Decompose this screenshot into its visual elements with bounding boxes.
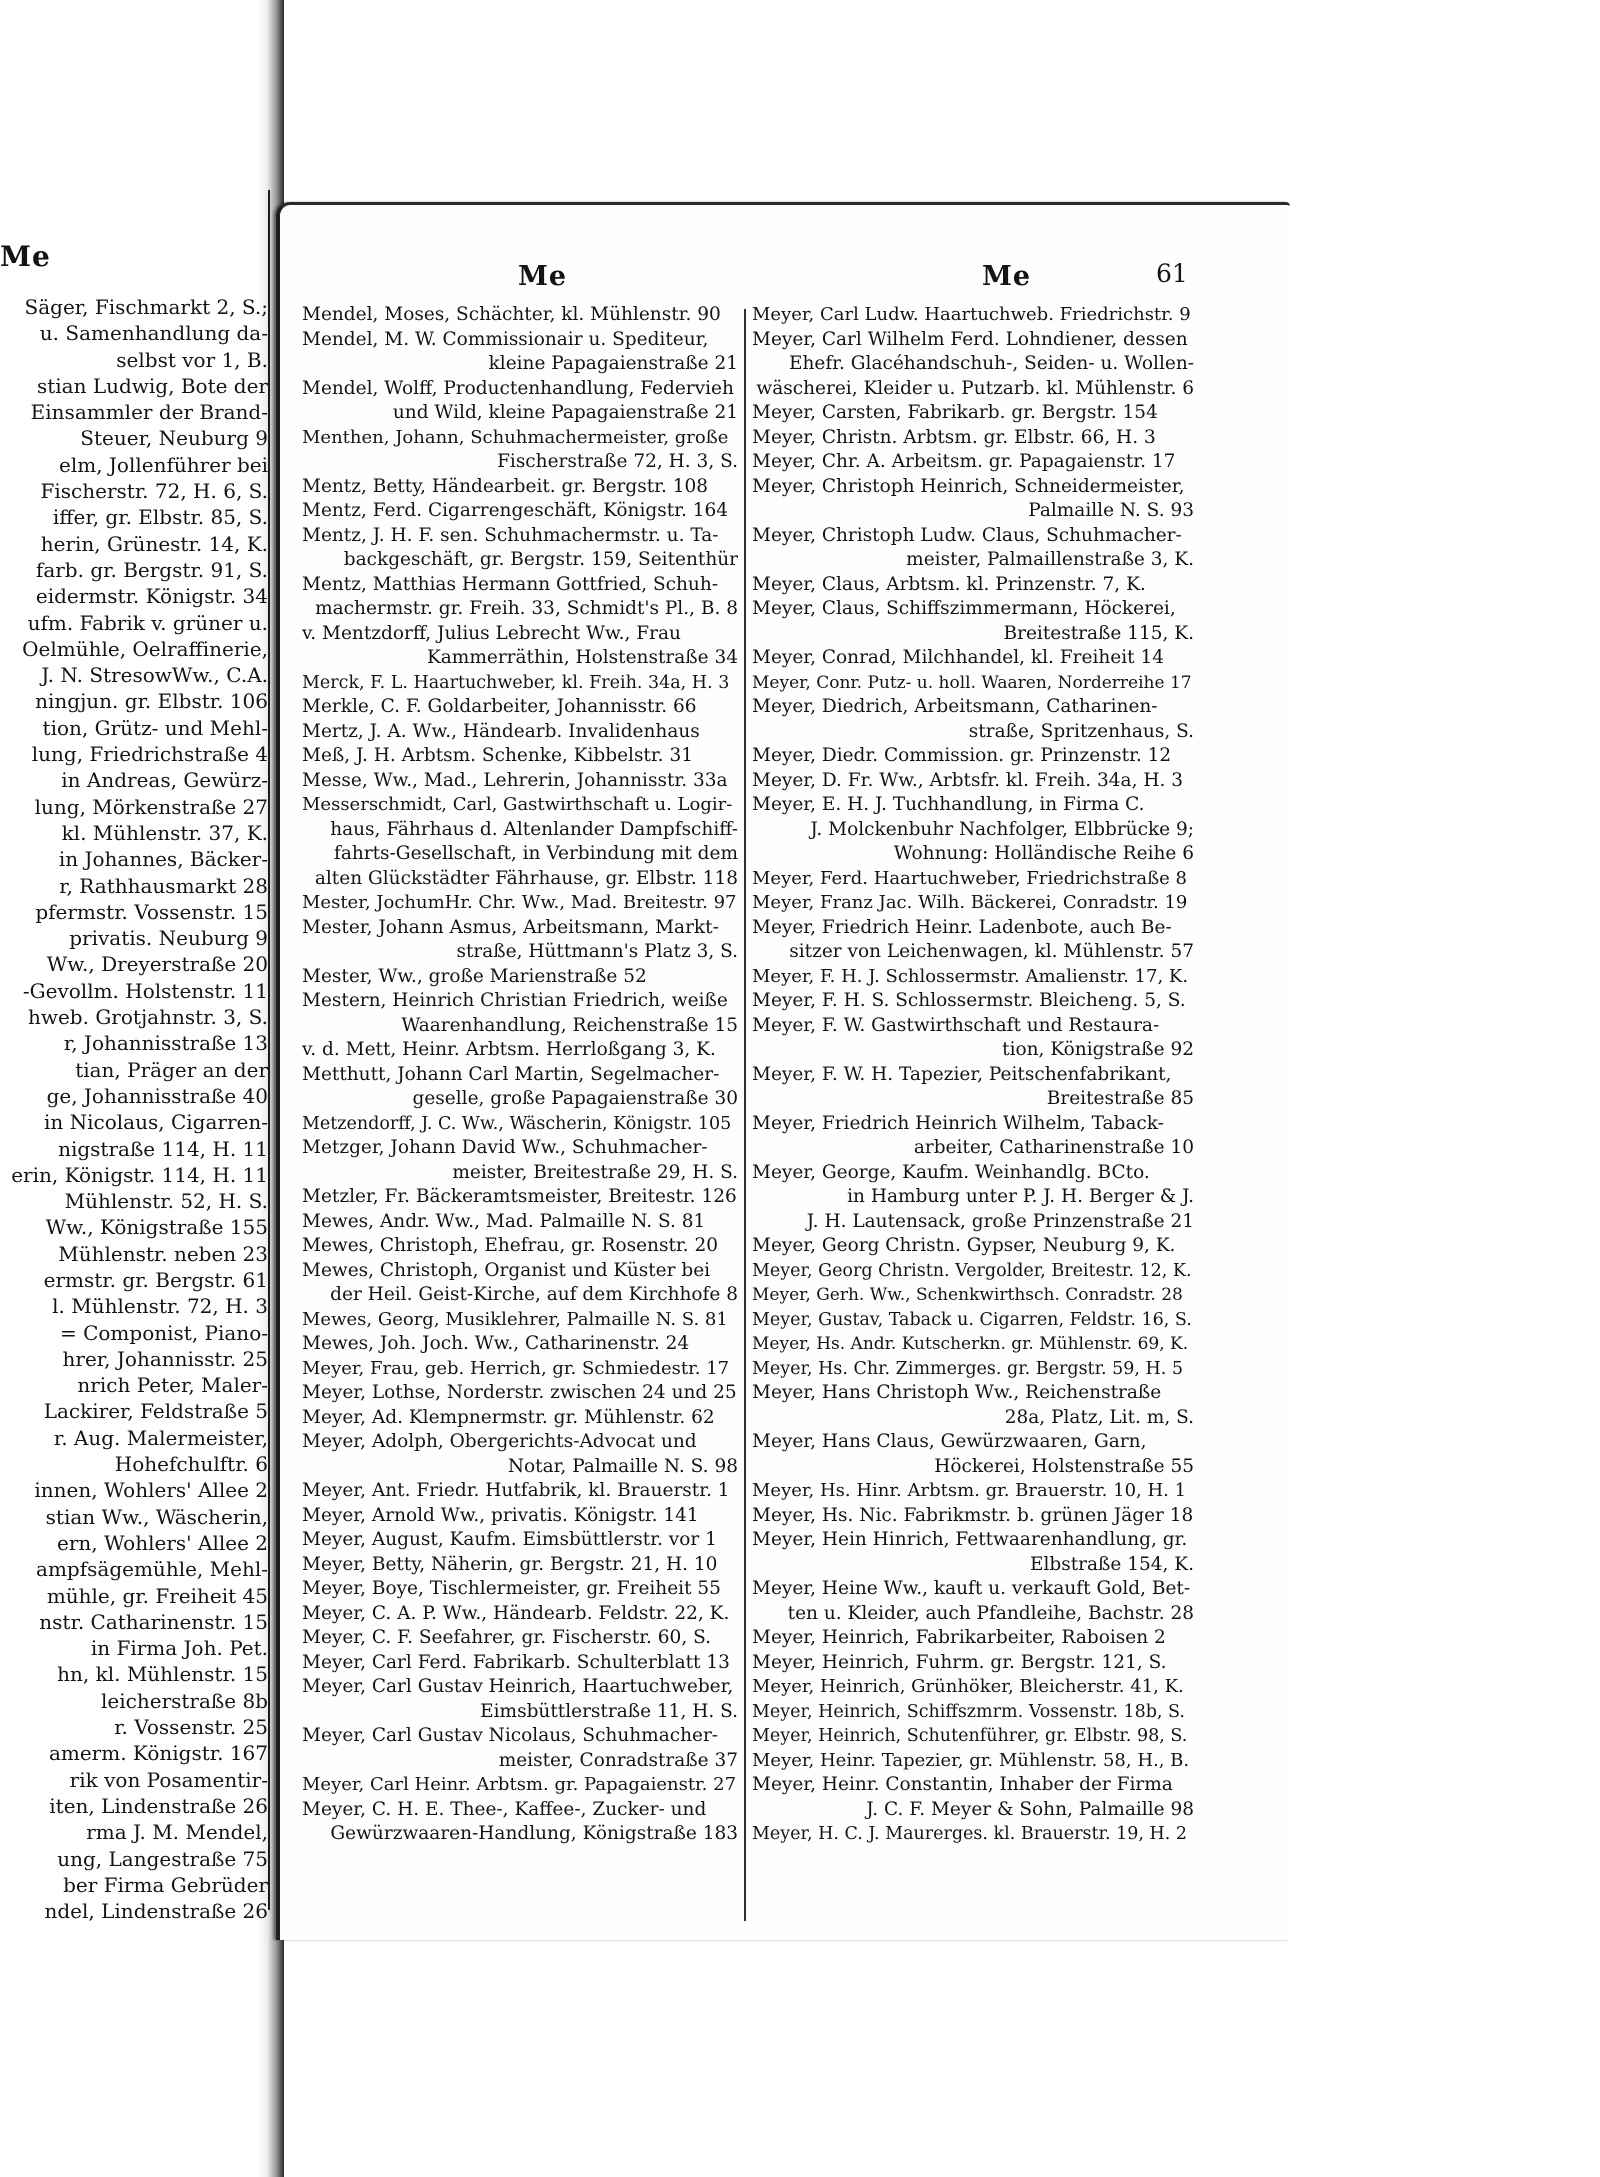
- facing-page-line: elm, Jollenführer bei: [59, 452, 268, 477]
- directory-entry-line: Meyer, E. H. J. Tuchhandlung, in Firma C.: [752, 794, 1145, 815]
- directory-entry-line: machermstr. gr. Freih. 33, Schmidt's Pl., B. 8: [315, 598, 738, 619]
- directory-entry-line: Merck, F. L. Haartuchweber, kl. Freih. 34a, H. 3: [302, 672, 730, 693]
- directory-entry-line: Mewes, Andr. Ww., Mad. Palmaille N. S. 81: [302, 1210, 706, 1232]
- facing-page-line: hrer, Johannisstr. 25: [62, 1346, 268, 1371]
- facing-page-line: -Gevollm. Holstenstr. 11: [22, 978, 268, 1003]
- directory-entry-line: Mewes, Christoph, Ehefrau, gr. Rosenstr. 20: [302, 1235, 718, 1256]
- facing-page-line: farb. gr. Bergstr. 91, S.: [35, 557, 268, 582]
- directory-entry-line: Merkle, C. F. Goldarbeiter, Johannisstr. 66: [302, 696, 697, 717]
- facing-page-line: amerm. Königstr. 167: [48, 1741, 268, 1766]
- facing-page-left: [0, 190, 270, 1924]
- directory-entry-line: Meyer, Hs. Andr. Kutscherkn. gr. Mühlenstr. 69, K.: [752, 1334, 1189, 1354]
- directory-entry-line: Meyer, Carl Ferd. Fabrikarb. Schulterblatt 13: [302, 1651, 730, 1673]
- facing-page-line: u. Samenhandlung da-: [39, 321, 268, 346]
- facing-page-line: Steuer, Neuburg 9: [80, 426, 268, 451]
- directory-entry-line: Meyer, Heinr. Tapezier, gr. Mühlenstr. 58, H., B.: [752, 1749, 1190, 1771]
- facing-page-line: l. Mühlenstr. 72, H. 3: [52, 1294, 268, 1319]
- directory-entry-line: Fischerstraße 72, H. 3, S.: [497, 451, 738, 472]
- directory-entry-line: in Hamburg unter P. J. H. Berger & J.: [847, 1186, 1194, 1207]
- directory-entry-line: Meyer, H. C. J. Maurerges. kl. Brauerstr. 19, H. 2: [752, 1824, 1187, 1844]
- directory-entry-line: Meyer, Hs. Nic. Fabrikmstr. b. grünen Jäger 18: [752, 1504, 1194, 1526]
- directory-entry-line: Meyer, Heinrich, Fuhrm. gr. Bergstr. 121, S.: [752, 1651, 1167, 1673]
- directory-entry-line: Meyer, Conrad, Milchhandel, kl. Freiheit 14: [752, 647, 1164, 668]
- directory-entry-line: v. d. Mett, Heinr. Arbtsm. Herrloßgang 3, K.: [302, 1039, 716, 1060]
- column-header-right: Me: [982, 261, 1032, 292]
- directory-entry-line: Mentz, Matthias Hermann Gottfried, Schuh-: [302, 573, 719, 595]
- directory-entry-line: Mertz, J. A. Ww., Händearb. Invalidenhaus: [302, 720, 700, 742]
- directory-entry-line: J. C. F. Meyer & Sohn, Palmaille 98: [866, 1798, 1194, 1820]
- facing-page-line: in Andreas, Gewürz-: [61, 768, 268, 793]
- directory-entry-line: Mentz, J. H. F. sen. Schuhmachermstr. u. Ta-: [302, 524, 719, 546]
- facing-page-lines: [0, 294, 268, 1924]
- facing-page-line: ermstr. gr. Bergstr. 61: [43, 1267, 268, 1292]
- directory-entry-line: arbeiter, Catharinenstraße 10: [913, 1137, 1194, 1158]
- facing-page-line: erin, Königstr. 114, H. 11: [11, 1162, 268, 1187]
- directory-entry-line: Mester, JochumHr. Chr. Ww., Mad. Breitestr. 97: [302, 892, 737, 913]
- directory-entry-line: Meyer, Carl Ludw. Haartuchweb. Friedrichstr. 9: [752, 304, 1191, 325]
- facing-page-line: r, Johannisstraße 13: [63, 1031, 268, 1056]
- directory-entry-line: Wohnung: Holländische Reihe 6: [893, 843, 1194, 864]
- column-divider: [744, 309, 746, 1921]
- directory-entry-line: Meyer, Heinrich, Fabrikarbeiter, Raboisen 2: [752, 1627, 1166, 1648]
- directory-entry-line: Meyer, Christoph Ludw. Claus, Schuhmacher-: [752, 524, 1182, 546]
- directory-entry-line: Meyer, Heine Ww., kauft u. verkauft Gold, Bet-: [752, 1578, 1191, 1599]
- entries-column-right: [752, 303, 1194, 1847]
- facing-page-line: ningjun. gr. Elbstr. 106: [35, 689, 268, 714]
- facing-page-line: Oelmühle, Oelraffinerie,: [22, 636, 268, 661]
- directory-entry-line: Meyer, F. W. H. Tapezier, Peitschenfabrikant,: [752, 1063, 1172, 1085]
- directory-entry-line: Eimsbüttlerstraße 11, H. S.: [480, 1700, 738, 1722]
- directory-entry-line: Mendel, Wolff, Productenhandlung, Federvieh: [302, 377, 734, 399]
- facing-page-line: pfermstr. Vossenstr. 15: [35, 899, 268, 924]
- directory-entry-line: Meyer, Claus, Arbtsm. kl. Prinzenstr. 7, K.: [752, 573, 1146, 595]
- facing-page-line: hn, kl. Mühlenstr. 15: [57, 1662, 268, 1687]
- directory-entry-line: backgeschäft, gr. Bergstr. 159, Seitenthür: [343, 549, 738, 570]
- facing-page-line: hweb. Grotjahnstr. 3, S.: [27, 1005, 268, 1030]
- directory-entry-line: Breitestraße 115, K.: [1003, 622, 1194, 644]
- facing-page-line: leicherstraße 8b: [101, 1688, 268, 1713]
- facing-page-line: iffer, gr. Elbstr. 85, S.: [52, 505, 268, 530]
- directory-entry-line: Meyer, Heinrich, Schiffszmrm. Vossenstr. 18b, S.: [752, 1701, 1185, 1722]
- directory-entry-line: Mewes, Christoph, Organist und Küster bei: [302, 1259, 711, 1281]
- facing-page-line: ge, Johannisstraße 40: [46, 1083, 268, 1108]
- facing-page-line: Einsammler der Brand-: [30, 400, 268, 425]
- directory-entry-line: Meyer, Gustav, Taback u. Cigarren, Feldstr. 16, S.: [752, 1309, 1192, 1330]
- facing-page-line: Hohefchulftr. 6: [114, 1452, 268, 1477]
- directory-entry-line: ten u. Kleider, auch Pfandleihe, Bachstr. 28: [787, 1602, 1194, 1624]
- directory-entry-line: Meyer, C. H. E. Thee-, Kaffee-, Zucker- und: [302, 1798, 707, 1820]
- directory-entry-line: der Heil. Geist-Kirche, auf dem Kirchhofe 8: [330, 1284, 738, 1305]
- facing-page-line: in Johannes, Bäcker-: [58, 847, 268, 872]
- directory-entry-line: Mewes, Joh. Joch. Ww., Catharinenstr. 24: [302, 1333, 690, 1354]
- facing-page-line: nigstraße 114, H. 11: [58, 1136, 268, 1161]
- facing-page-line: rma J. M. Mendel,: [86, 1820, 268, 1845]
- facing-page-line: innen, Wohlers' Allee 2: [34, 1478, 268, 1503]
- directory-entry-line: Breitestraße 85: [1046, 1088, 1194, 1109]
- directory-entry-line: Meyer, Diedrich, Arbeitsmann, Catharinen-: [752, 696, 1158, 717]
- directory-entry-line: Metzger, Johann David Ww., Schuhmacher-: [302, 1137, 708, 1158]
- directory-entry-line: Messe, Ww., Mad., Lehrerin, Johannisstr. 33a: [302, 769, 728, 791]
- directory-entry-line: Meyer, Hans Claus, Gewürzwaaren, Garn,: [752, 1431, 1147, 1452]
- directory-entry-line: Meyer, Hans Christoph Ww., Reichenstraße: [752, 1382, 1162, 1403]
- directory-entry-line: Meyer, Boye, Tischlermeister, gr. Freiheit 55: [302, 1578, 721, 1599]
- directory-entry-line: Meyer, Gerh. Ww., Schenkwirthsch. Conradstr. 28: [752, 1285, 1183, 1305]
- facing-page-line: ampfsägemühle, Mehl-: [36, 1557, 268, 1582]
- directory-entry-line: Meyer, Carl Heinr. Arbtsm. gr. Papagaienstr. 27: [302, 1774, 737, 1795]
- directory-entry-line: Elbstraße 154, K.: [1029, 1553, 1194, 1575]
- directory-entry-line: Meyer, Carl Wilhelm Ferd. Lohndiener, dessen: [752, 328, 1188, 350]
- directory-entry-line: Metthutt, Johann Carl Martin, Segelmacher-: [302, 1063, 720, 1085]
- facing-page-line: Ww., Dreyerstraße 20: [46, 952, 268, 977]
- facing-page-line: mühle, gr. Freiheit 45: [46, 1583, 268, 1608]
- facing-page-line: Mühlenstr. neben 23: [58, 1241, 268, 1266]
- directory-entry-line: wäscherei, Kleider u. Putzarb. kl. Mühlenstr. 6: [756, 377, 1194, 399]
- directory-entry-line: Meyer, Betty, Näherin, gr. Bergstr. 21, H. 10: [302, 1553, 718, 1575]
- directory-entry-line: Meyer, Carsten, Fabrikarb. gr. Bergstr. 154: [752, 402, 1158, 423]
- directory-entry-line: Gewürzwaaren-Handlung, Königstraße 183: [330, 1823, 738, 1844]
- directory-entry-line: Menthen, Johann, Schuhmachermeister, große: [302, 426, 729, 448]
- directory-entry-line: Meyer, Diedr. Commission. gr. Prinzenstr. 12: [752, 745, 1172, 766]
- directory-entry-line: Mentz, Betty, Händearbeit. gr. Bergstr. 108: [302, 475, 709, 497]
- directory-entry-line: Metzler, Fr. Bäckeramtsmeister, Breitestr. 126: [302, 1186, 737, 1207]
- directory-entry-line: kleine Papagaienstraße 21: [488, 353, 738, 374]
- directory-entry-line: Meyer, F. H. S. Schlossermstr. Bleicheng. 5, S.: [752, 990, 1186, 1011]
- directory-entry-line: Mendel, M. W. Commissionair u. Spediteur,: [302, 328, 709, 350]
- column-header-left: Me: [518, 261, 568, 292]
- directory-entry-line: Meyer, Heinrich, Schutenführer, gr. Elbstr. 98, S.: [752, 1726, 1188, 1746]
- directory-entry-line: straße, Hüttmann's Platz 3, S.: [456, 941, 738, 962]
- facing-page-line: selbst vor 1, B.: [116, 347, 268, 372]
- directory-entry-line: Meyer, Adolph, Obergerichts-Advocat und: [302, 1431, 697, 1452]
- directory-entry-line: Meyer, Ferd. Haartuchweber, Friedrichstraße 8: [752, 867, 1187, 889]
- directory-entry-line: straße, Spritzenhaus, S.: [968, 720, 1194, 742]
- directory-entry-line: alten Glückstädter Fährhause, gr. Elbstr. 118: [314, 867, 738, 889]
- facing-page-line: ung, Langestraße 75: [57, 1846, 268, 1871]
- directory-entry-line: Meyer, August, Kaufm. Eimsbüttlerstr. vor 1: [302, 1529, 717, 1550]
- facing-page-line: = Componist, Piano-: [59, 1320, 268, 1345]
- directory-entry-line: Meyer, Hs. Chr. Zimmerges. gr. Bergstr. 59, H. 5: [752, 1358, 1184, 1379]
- facing-page-line: iten, Lindenstraße 26: [49, 1793, 268, 1818]
- directory-entry-line: meister, Palmaillenstraße 3, K.: [906, 549, 1194, 570]
- directory-entry-line: Meyer, Heinr. Constantin, Inhaber der Firma: [752, 1774, 1173, 1795]
- directory-entry-line: Mestern, Heinrich Christian Friedrich, weiße: [302, 990, 728, 1011]
- directory-entry-line: Mewes, Georg, Musiklehrer, Palmaille N. S. 81: [302, 1308, 728, 1330]
- directory-entry-line: fahrts-Gesellschaft, in Verbindung mit dem: [333, 843, 738, 864]
- directory-entry-line: Meyer, Frau, geb. Herrich, gr. Schmiedestr. 17: [302, 1357, 730, 1379]
- directory-entry-line: J. Molckenbuhr Nachfolger, Elbbrücke 9;: [810, 818, 1194, 840]
- directory-entry-line: Meyer, Georg Christn. Vergolder, Breitestr. 12, K.: [752, 1260, 1192, 1281]
- directory-entry-line: Mendel, Moses, Schächter, kl. Mühlenstr. 90: [302, 304, 721, 325]
- directory-entry-line: Mentz, Ferd. Cigarrengeschäft, Königstr. 164: [302, 500, 729, 521]
- directory-entry-line: Meyer, F. W. Gastwirthschaft und Restaura-: [752, 1014, 1160, 1036]
- directory-entry-line: Kammerräthin, Holstenstraße 34: [426, 647, 738, 668]
- directory-entry-line: Meyer, Christoph Heinrich, Schneidermeister,: [752, 475, 1185, 497]
- directory-entry-line: Meyer, Arnold Ww., privatis. Königstr. 141: [302, 1504, 699, 1526]
- directory-entry-line: und Wild, kleine Papagaienstraße 21: [392, 402, 738, 423]
- directory-entry-line: Metzendorff, J. C. Ww., Wäscherin, Königstr. 105: [302, 1113, 732, 1134]
- directory-entry-line: sitzer von Leichenwagen, kl. Mühlenstr. 57: [789, 941, 1194, 962]
- facing-page-line: in Firma Joh. Pet.: [90, 1636, 268, 1661]
- directory-entry-line: Mester, Ww., große Marienstraße 52: [302, 965, 647, 987]
- facing-page-header: Me: [0, 240, 51, 273]
- directory-entry-line: Mester, Johann Asmus, Arbeitsmann, Markt-: [302, 916, 719, 938]
- facing-page-line: nrich Peter, Maler-: [77, 1373, 268, 1398]
- directory-entry-line: Waarenhandlung, Reichenstraße 15: [401, 1014, 738, 1036]
- facing-page-line: stian Ww., Wäscherin,: [45, 1504, 268, 1529]
- facing-page-line: stian Ludwig, Bote der: [36, 373, 268, 398]
- entries-column-left: [302, 303, 738, 1847]
- facing-page-line: Lackirer, Feldstraße 5: [43, 1399, 268, 1424]
- directory-entry-line: Meyer, Chr. A. Arbeitsm. gr. Papagaienstr. 17: [752, 451, 1176, 472]
- facing-page-line: herin, Grünestr. 14, K.: [40, 531, 268, 556]
- facing-page-line: r. Vossenstr. 25: [114, 1715, 268, 1740]
- directory-entry-line: Meyer, Hs. Hinr. Arbtsm. gr. Brauerstr. 10, H. 1: [752, 1480, 1187, 1501]
- directory-entry-line: Meyer, Carl Gustav Nicolaus, Schuhmacher-: [302, 1725, 719, 1746]
- directory-entry-line: Meyer, C. A. P. Ww., Händearb. Feldstr. 22, K.: [302, 1602, 730, 1624]
- facing-page-line: ndel, Lindenstraße 26: [44, 1899, 268, 1924]
- facing-page-line: Ww., Königstraße 155: [45, 1215, 268, 1240]
- directory-entry-line: meister, Conradstraße 37: [498, 1749, 738, 1771]
- facing-page-line: J. N. StresowWw., C.A.: [41, 663, 268, 688]
- directory-entry-line: Meyer, C. F. Seefahrer, gr. Fischerstr. 60, S.: [302, 1627, 711, 1648]
- directory-entry-line: geselle, große Papagaienstraße 30: [412, 1088, 738, 1109]
- directory-entry-line: 28a, Platz, Lit. m, S.: [1004, 1406, 1194, 1428]
- directory-entry-line: Ehefr. Glacéhandschuh-, Seiden- u. Wollen-: [788, 353, 1194, 374]
- directory-entry-line: Meyer, Friedrich Heinr. Ladenbote, auch Be-: [752, 916, 1172, 938]
- directory-entry-line: Meyer, Friedrich Heinrich Wilhelm, Taback-: [752, 1112, 1164, 1134]
- directory-entry-line: Meyer, F. H. J. Schlossermstr. Amalienstr. 17, K.: [752, 965, 1189, 987]
- directory-entry-line: Meyer, Ad. Klempnermstr. gr. Mühlenstr. 62: [302, 1406, 715, 1428]
- directory-entry-line: Notar, Palmaille N. S. 98: [507, 1455, 738, 1477]
- directory-entry-line: J. H. Lautensack, große Prinzenstraße 21: [806, 1210, 1194, 1232]
- facing-page-line: Säger, Fischmarkt 2, S.;: [24, 295, 268, 319]
- facing-page-line: rik von Posamentir-: [69, 1767, 268, 1792]
- directory-entry-line: Meyer, Heinrich, Grünhöker, Bleicherstr. 41, K.: [752, 1676, 1184, 1697]
- facing-page-line: in Nicolaus, Cigarren-: [44, 1110, 268, 1135]
- facing-page-line: tion, Grütz- und Mehl-: [42, 715, 268, 740]
- facing-page-line: tian, Präger an der: [75, 1057, 268, 1082]
- directory-entry-line: Meyer, Hein Hinrich, Fettwaarenhandlung, gr.: [752, 1529, 1188, 1550]
- directory-entry-line: Messerschmidt, Carl, Gastwirthschaft u. Logir-: [302, 794, 733, 815]
- directory-entry-line: meister, Breitestraße 29, H. S.: [452, 1161, 738, 1183]
- facing-page-line: privatis. Neuburg 9: [69, 926, 268, 951]
- facing-page-line: lung, Mörkenstraße 27: [34, 794, 268, 819]
- facing-page-line: kl. Mühlenstr. 37, K.: [61, 820, 268, 845]
- facing-page-line: eidermstr. Königstr. 34: [35, 584, 268, 609]
- directory-entry-line: Meyer, Ant. Friedr. Hutfabrik, kl. Brauerstr. 1: [302, 1480, 730, 1501]
- directory-entry-line: Meyer, George, Kaufm. Weinhandlg. BCto.: [752, 1161, 1150, 1183]
- facing-page-line: r. Aug. Malermeister,: [53, 1425, 268, 1450]
- facing-page-line: ber Firma Gebrüder: [63, 1872, 268, 1897]
- facing-page-line: ern, Wohlers' Allee 2: [56, 1530, 268, 1555]
- page-number: 61: [1156, 259, 1188, 288]
- directory-entry-line: Meyer, Claus, Schiffszimmermann, Höckerei,: [752, 598, 1176, 619]
- directory-entry-line: v. Mentzdorff, Julius Lebrecht Ww., Frau: [302, 622, 681, 644]
- directory-entry-line: Höckerei, Holstenstraße 55: [934, 1455, 1194, 1477]
- directory-entry-line: Meyer, Franz Jac. Wilh. Bäckerei, Conradstr. 19: [752, 892, 1188, 913]
- directory-entry-line: Meyer, Georg Christn. Gypser, Neuburg 9, K.: [752, 1235, 1176, 1256]
- directory-entry-line: Meyer, Carl Gustav Heinrich, Haartuchweber,: [302, 1676, 734, 1697]
- directory-entry-line: Meyer, Christn. Arbtsm. gr. Elbstr. 66, H. 3: [752, 426, 1156, 448]
- directory-entry-line: tion, Königstraße 92: [1002, 1039, 1194, 1060]
- facing-page-line: lung, Friedrichstraße 4: [31, 742, 268, 767]
- facing-page-line: Fischerstr. 72, H. 6, S.: [40, 479, 268, 504]
- directory-entry-line: Meyer, Lothse, Norderstr. zwischen 24 und 25: [302, 1382, 737, 1403]
- directory-entry-line: Meyer, D. Fr. Ww., Arbtsfr. kl. Freih. 34a, H. 3: [752, 769, 1184, 791]
- facing-page-line: nstr. Catharinenstr. 15: [39, 1609, 268, 1634]
- directory-page: [276, 202, 1290, 1940]
- facing-page-line: r, Rathhausmarkt 28: [59, 873, 268, 898]
- facing-page-line: Mühlenstr. 52, H. S.: [64, 1189, 268, 1214]
- directory-entry-line: haus, Fährhaus d. Altenlander Dampfschiff-: [330, 818, 738, 840]
- facing-page-line: ufm. Fabrik v. grüner u.: [27, 610, 268, 635]
- directory-entry-line: Meyer, Conr. Putz- u. holl. Waaren, Norderreihe 17: [752, 672, 1192, 693]
- directory-entry-line: Palmaille N. S. 93: [1028, 500, 1194, 521]
- directory-entry-line: Meß, J. H. Arbtsm. Schenke, Kibbelstr. 31: [302, 745, 693, 766]
